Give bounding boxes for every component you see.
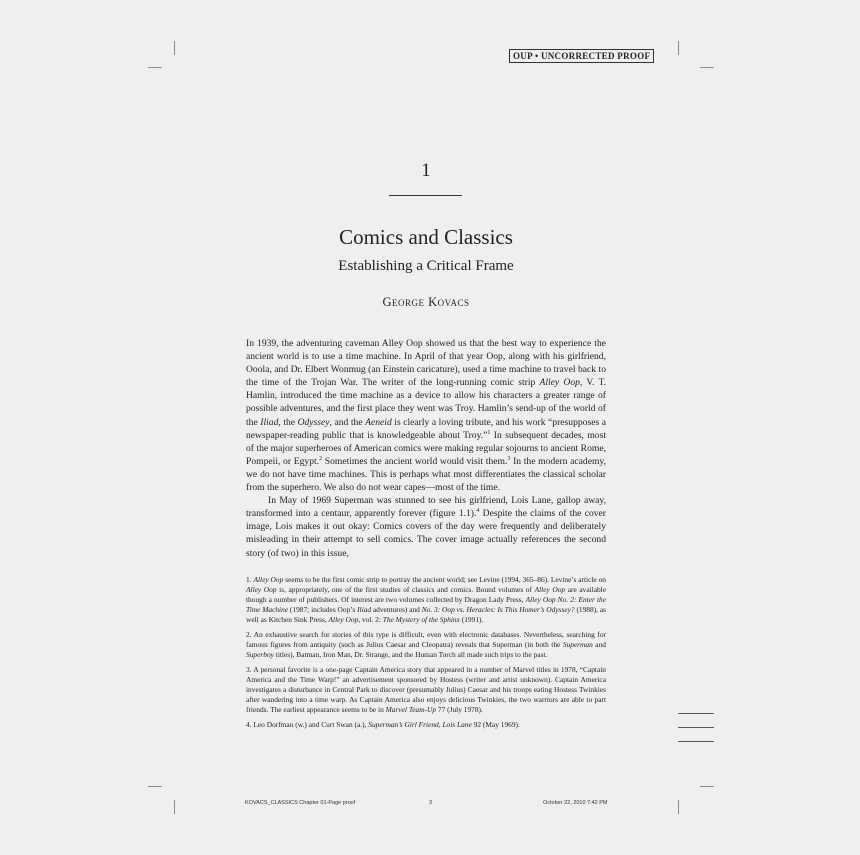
chapter-author: George Kovacs	[382, 295, 470, 309]
footnote-4: 4. Leo Dorfman (w.) and Curt Swan (a.), Superman’s Girl Friend, Lois Lane 92 (May 1969).	[246, 720, 520, 729]
chapter-subtitle: Establishing a Critical Frame	[338, 258, 514, 274]
crop-mark	[174, 800, 175, 814]
footnote-3: 3. A personal favorite is a one-page Captain America story that appeared in a number of Marvel titles in 1978, “Captain America and the Time Warp!” an advertisement sponsored by Hostess (writer and artist unknown). Captain America investigates a disturbance in Central Park to discover (presumably Julius) Caesar and his troops eating Hostess Twinkies after wandering into a time warp. As Captain America also enjoys delicious Twinkies, the two warriors are able to part friends. The earliest appearance seems to be in Marvel Team-Up 77 (July 1978).	[246, 665, 606, 714]
margin-rule	[678, 741, 714, 742]
crop-mark	[174, 41, 175, 55]
margin-rule	[678, 713, 714, 714]
chapter-number: 1	[421, 160, 431, 181]
chapter-rule	[389, 195, 462, 196]
footnotes	[246, 575, 606, 735]
footnote-2: 2. An exhaustive search for stories of this type is difficult, even with electronic databases. Nevertheless, searching for famous figures from antiquity (such as Julius Caesar and Cleopatra) reveals that Superman (in both the Superman and Superboy titles), Batman, Iron Man, Dr. Strange, and the Human Torch all made such trips to the past.	[246, 630, 606, 659]
crop-mark	[148, 786, 162, 787]
body-paragraph: In May of 1969 Superman was stunned to see his girlfriend, Lois Lane, gallop away, transformed into a centaur, apparently forever (figure 1.1).$^4$ Despite the claims of the cover image, Lois makes it out okay: Comics covers of the day were frequently and deliberately misleading in their attempt to sell comics. The cover image actually references the second story (of two) in this issue,	[246, 495, 606, 559]
proof-stamp: OUP • UNCORRECTED PROOF	[509, 49, 654, 63]
footer-date: October 22, 2010 7:42 PM	[543, 800, 608, 806]
footer-file: KOVACS_CLASSICS Chapter 01-Page proof	[245, 800, 356, 806]
crop-mark	[678, 800, 679, 814]
footer-page-number: 3	[429, 800, 433, 806]
crop-mark	[700, 67, 714, 68]
body-paragraph: In 1939, the adventuring caveman Alley Oop showed us that the best way to experience the ancient world is to use a time machine. In April of that year Oop, along with his girlfriend, Ooola, and Dr. Elbert Wonmug (an Einstein caricature), used a time machine to travel back to the time of the Trojan War. The writer of the long-running comic strip Alley Oop, V. T. Hamlin, introduced the time machine as a device to allow his characters a greater range of possible adventures, and the first place they went was Troy. Hamlin’s send-up of the world of the Iliad, the Odyssey, and the Aeneid is clearly a loving tribute, and his work “presupposes a newspaper-reading public that is knowledgeable about Troy.”$^1$ In subsequent decades, most of the major superheroes of American comics were making regular sojourns to ancient Rome, Pompeii, or Egypt.$^2$ Sometimes the ancient world would visit them.$^3$ In the modern academy, we do not have time machines. This is perhaps what most differentiates the classical scholar from the superhero. We also do not wear capes—most of the time.	[246, 338, 607, 494]
chapter-title: Comics and Classics	[339, 225, 513, 249]
crop-mark	[678, 41, 679, 55]
crop-mark	[148, 67, 162, 68]
margin-rule	[678, 727, 714, 728]
body-text	[246, 337, 606, 560]
crop-mark	[700, 786, 714, 787]
footnote-1: 1. Alley Oop seems to be the first comic strip to portray the ancient world; see Levine (1994, 365–86). Levine’s article on Alley Oop is, appropriately, one of the first studies of classics and comics. Bound volumes of Alley Oop are available though a number of publishers. Of interest are two volumes collected by Dragon Lady Press, Alley Oop No. 2: Enter the Time Machine (1987; includes Oop’s Iliad adventures) and No. 3: Oop vs. Heracles: Is This Homer’s Odyssey? (1988), as well as Kitchen Sink Press, Alley Oop, vol. 2: The Mystery of the Sphinx (1991).	[246, 575, 607, 624]
